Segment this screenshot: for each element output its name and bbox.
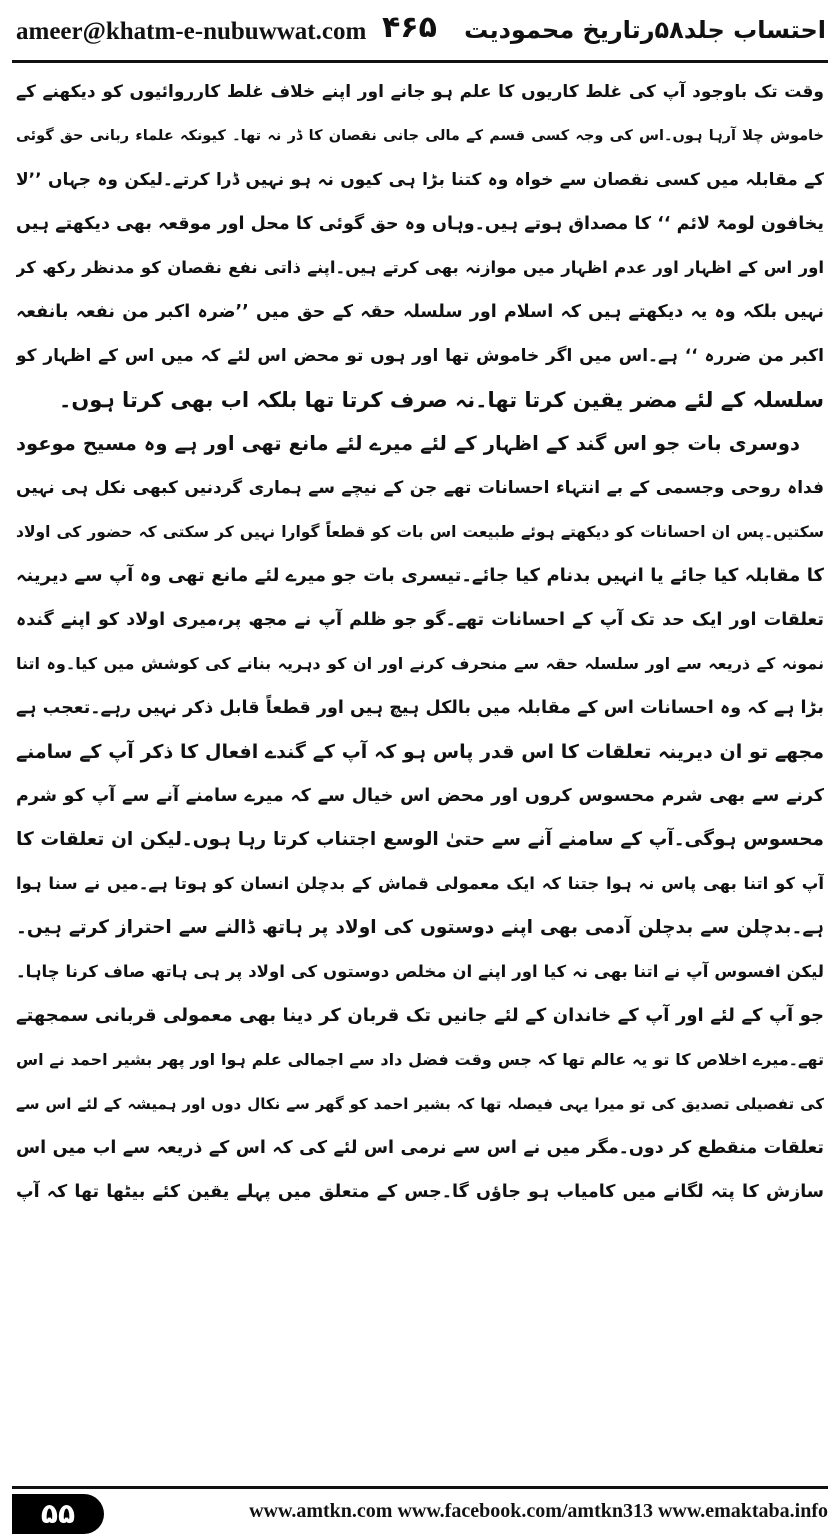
header-email: ameer@khatm-e-nubuwwat.com (16, 18, 367, 45)
header-page-number: ۴۶۵ (382, 10, 437, 45)
text-line: تھے۔میرے اخلاص کا تو یہ عالم تھا کہ جس وقت فضل داد سے اجمالی علم ہوا اور پھر بشیر احمد نے اس (16, 1050, 824, 1069)
text-line: کی تفصیلی تصدیق کی تو میرا یہی فیصلہ تھا کہ بشیر احمد کو گھر سے نکال دوں اور ہمیشہ کے لئے اس سے (16, 1095, 824, 1113)
footer-links: www.amtkn.com www.facebook.com/amtkn313 www.emaktaba.info (249, 1500, 828, 1522)
header-title: احتساب جلد۵۸رتاریخ محمودیت (464, 16, 826, 44)
text-line: سکتیں۔پس ان احسانات کو دیکھتے ہوئے طبیعت اس بات کو قطعاً گوارا نہیں کر سکتی کہ حضور کی اولاد (16, 523, 824, 541)
body-text (16, 70, 824, 1214)
text-line: آپ کو اتنا بھی پاس نہ ہوا جتنا کہ ایک معمولی قماش کے بدچلن انسان کو ہوتا ہے۔میں نے سنا ہوا (16, 874, 824, 893)
text-line: خاموش چلا آرہا ہوں۔اس کی وجہ کسی قسم کے مالی جانی نقصان کا ڈر نہ تھا۔ کیونکہ علماء ربانی حق گوئی (16, 128, 824, 144)
text-line: تعلقات منقطع کر دوں۔مگر میں نے اس سے نرمی اس لئے کی کہ اس کے ذریعہ سے اب میں اس (16, 1138, 824, 1158)
footer-rule (12, 1486, 828, 1489)
text-line: یخافون لومۃ لائم ‘‘ کا مصداق ہوتے ہیں۔وہاں وہ حق گوئی کا محل اور موقعہ بھی دیکھتے ہیں (16, 214, 824, 234)
text-line: نمونہ کے ذریعہ سے اور سلسلہ حقہ سے منحرف کرنے اور ان کو دہریہ بنانے کی کوشش میں کیا۔وہ اتنا (16, 654, 824, 673)
text-line: سلسلہ کے لئے مضر یقین کرتا تھا۔نہ صرف کرتا تھا بلکہ اب بھی کرتا ہوں۔ (59, 388, 824, 412)
text-line: دوسری بات جو اس گند کے اظہار کے لئے میرے لئے مانع تھی اور ہے وہ مسیح موعود (16, 432, 800, 455)
footer-page-number: ۵۵ (12, 1494, 104, 1534)
text-line: جو آپ کے لئے اور آپ کے خاندان کے لئے جانیں تک قربان کر دینا بھی معمولی قربانی سمجھتے (16, 1005, 824, 1026)
text-line: محسوس ہوگی۔آپ کے سامنے آنے سے حتیٰ الوسع اجتناب کرتا رہا ہوں۔لیکن ان تعلقات کا (16, 829, 824, 850)
text-line: سازش کا پتہ لگانے میں کامیاب ہو جاؤں گا۔جس کے متعلق میں پہلے یقین کئے بیٹھا تھا کہ آپ (16, 1182, 824, 1202)
text-line: تعلقات اور ایک حد تک آپ کے احسانات تھے۔گو جو ظلم آپ نے مجھ پر،میری اولاد کو اپنے گندہ (16, 610, 824, 630)
header-rule (12, 60, 828, 63)
text-line: مجھے تو ان دیرینہ تعلقات کا اس قدر پاس ہو کہ آپ کے گندے افعال کا ذکر آپ کے سامنے (16, 741, 824, 763)
text-line: ہے۔بدچلن سے بدچلن آدمی بھی اپنے دوستوں کی اولاد پر ہاتھ ڈالنے سے احتراز کرتے ہیں۔ (16, 917, 824, 938)
page-header (12, 4, 828, 60)
text-line: کرنے سے بھی شرم محسوس کروں اور محض اس خیال سے کہ میرے سامنے آنے سے آپ کو شرم (16, 786, 824, 806)
text-line: وقت تک باوجود آپ کی غلط کاریوں کا علم ہو جانے اور اپنے خلاف غلط کارروائیوں کو دیکھنے کے (16, 82, 824, 102)
text-line: کا مقابلہ کیا جائے یا انہیں بدنام کیا جائے۔تیسری بات جو میرے لئے مانع تھی وہ آپ سے دیرینہ (16, 565, 824, 586)
text-line: لیکن افسوس آپ نے اتنا بھی نہ کیا اور اپنے ان مخلص دوستوں کی اولاد پر ہی ہاتھ صاف کرنا چاہا۔ (16, 962, 824, 981)
text-line: اکبر من ضررہ ‘‘ ہے۔اس میں اگر خاموش تھا اور ہوں تو محض اس لئے کہ میں اس کے اظہار کو (16, 346, 824, 366)
text-line: اور اس کے اظہار اور عدم اظہار میں موازنہ بھی کرتے ہیں۔اپنے ذاتی نفع نقصان کو مدنظر رکھ کر (16, 258, 824, 277)
text-line: فداہ روحی وجسمی کے بے انتہاء احسانات تھے جن کے نیچے سے ہماری گردنیں کبھی نکل ہی نہیں (16, 478, 824, 498)
text-line: نہیں بلکہ وہ یہ دیکھتے ہیں کہ اسلام اور سلسلہ حقہ کے حق میں ’’ضرہ اکبر من نفعہ بانفعہ (16, 302, 824, 322)
text-line: کے مقابلہ میں کسی نقصان سے خواہ وہ کتنا بڑا ہی کیوں نہ ہو نہیں ڈرا کرتے۔لیکن وہ جہاں ’’لا (16, 170, 824, 190)
text-line: بڑا ہے کہ وہ احسانات اس کے مقابلہ میں بالکل ہیچ ہیں اور قطعاً قابل ذکر نہیں رہے۔تعجب ہے (16, 698, 824, 718)
